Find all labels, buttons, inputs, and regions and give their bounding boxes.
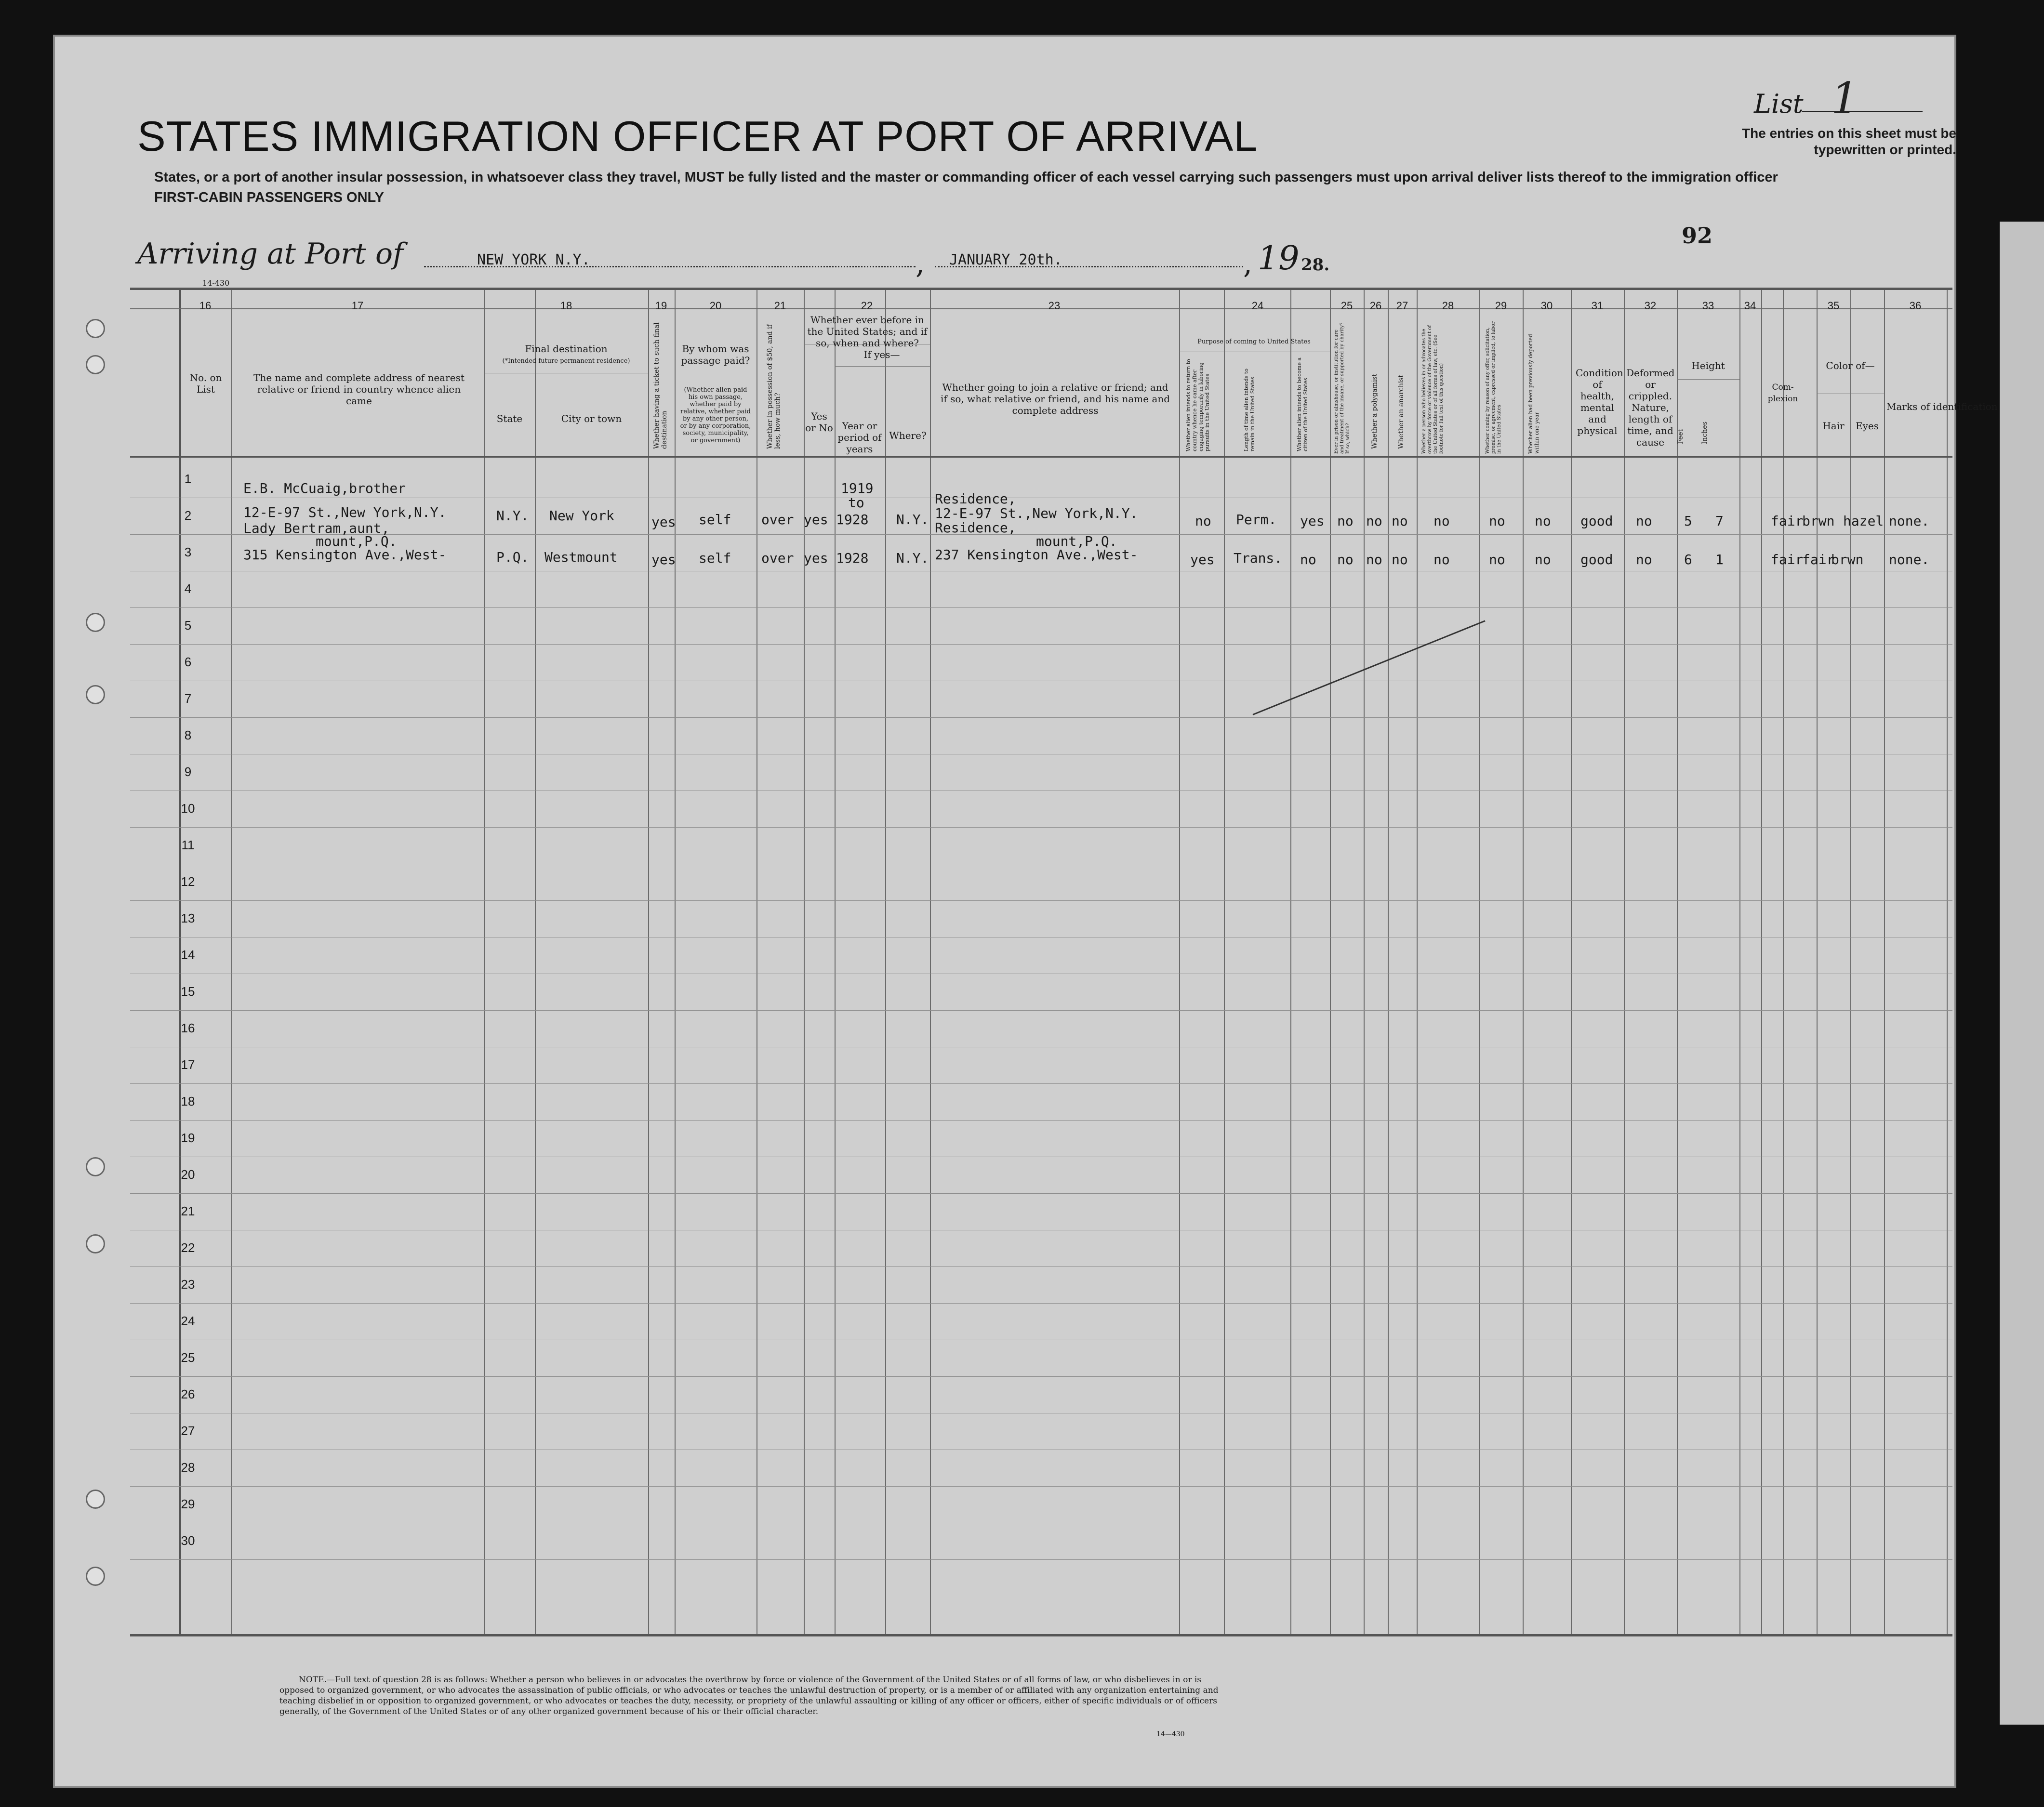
p2-where: N.Y. bbox=[896, 550, 929, 566]
header-money: Whether in possession of $50, and if less, how much? bbox=[766, 324, 782, 449]
arrival-date: JANUARY 20th. bbox=[949, 251, 1062, 268]
p1-where: N.Y. bbox=[896, 512, 929, 528]
binder-hole-icon bbox=[86, 319, 105, 338]
column-number: 35 bbox=[1827, 300, 1840, 312]
header-before-us: Whether ever before in the United States; and if so, when and where? bbox=[807, 314, 928, 349]
header-height: Height bbox=[1691, 360, 1725, 371]
adjacent-page-edge bbox=[2000, 222, 2044, 1725]
p1-citizen: yes bbox=[1300, 513, 1325, 529]
year-prefix: 19 bbox=[1258, 239, 1300, 277]
column-number: 32 bbox=[1644, 300, 1657, 312]
header-final-destination-note: (*Intended future permanent residence) bbox=[502, 357, 630, 365]
binder-hole-icon bbox=[86, 355, 105, 374]
arriving-label: Arriving at Port of bbox=[137, 237, 404, 271]
header-purpose: Purpose of coming to United States bbox=[1197, 338, 1311, 345]
entries-instruction: The entries on this sheet must be typewritten or printed. bbox=[1742, 126, 1956, 157]
row-gridline bbox=[130, 1266, 1952, 1267]
p1-complexion: fair bbox=[1771, 513, 1804, 529]
p2-deformed: no bbox=[1636, 552, 1652, 567]
p2-hair: fair bbox=[1802, 552, 1835, 567]
header-purpose-citizen: Whether alien intends to become a citizen of the United States bbox=[1296, 357, 1309, 451]
p1-state: N.Y. bbox=[496, 508, 529, 524]
header-deformed: Deformed or crippled. Nature, length of time, and cause bbox=[1626, 367, 1675, 448]
p2-relative-address-cont: mount,P.Q. bbox=[316, 533, 397, 549]
row-gridline bbox=[130, 1376, 1952, 1377]
column-number: 27 bbox=[1396, 300, 1408, 312]
header-passage-paid: By whom was passage paid? bbox=[681, 343, 750, 366]
port-value: NEW YORK N.Y. bbox=[477, 251, 590, 268]
p1-join-address: 12-E-97 St.,New York,N.Y. bbox=[935, 505, 1138, 521]
p1-contract: no bbox=[1489, 513, 1505, 529]
p2-marks: none. bbox=[1889, 552, 1930, 567]
header-purpose-return: Whether alien intends to return to country whence he came after engaging temporarily in laboring pursuits in the United States bbox=[1185, 359, 1210, 451]
column-number: 31 bbox=[1591, 300, 1604, 312]
column-number: 21 bbox=[774, 300, 786, 312]
p1-years: 1928 bbox=[836, 512, 869, 528]
p2-ticket: yes bbox=[651, 552, 676, 567]
p1-length: Perm. bbox=[1236, 512, 1277, 528]
p2-deported: no bbox=[1535, 552, 1551, 567]
header-state: State bbox=[496, 413, 523, 424]
p2-city: Westmount bbox=[544, 549, 618, 565]
row-gridline bbox=[130, 1303, 1952, 1304]
cabin-class-label: FIRST-CABIN PASSENGERS ONLY bbox=[154, 190, 384, 205]
header-eyes: Eyes bbox=[1856, 420, 1879, 432]
column-number: 24 bbox=[1251, 300, 1264, 312]
row-gridline bbox=[130, 1120, 1952, 1121]
column-number: 36 bbox=[1909, 300, 1922, 312]
header-deported: Whether alien had been previously deported within one year bbox=[1527, 334, 1540, 454]
column-number: 30 bbox=[1540, 300, 1553, 312]
p2-join-address: 237 Kensington Ave.,West- bbox=[935, 547, 1138, 563]
row-gridline bbox=[130, 900, 1952, 901]
p2-citizen: no bbox=[1300, 552, 1316, 567]
p2-years: 1928 bbox=[836, 550, 869, 566]
header-complexion: Com-plexion bbox=[1767, 383, 1798, 404]
p2-return: yes bbox=[1190, 552, 1215, 567]
column-number: 23 bbox=[1048, 300, 1061, 312]
list-underline bbox=[1802, 111, 1923, 112]
header-overthrow: Whether a person who believes in or advocates the overthrow by force or violence of the Government of the United States or of all forms of law, etc. (See footnote for full text of this question) bbox=[1421, 325, 1444, 454]
manifest-table: 16 17 18 19 20 21 22 23 24 25 26 27 28 29 30 31 32 33 34 35 36 No. on List The name and complete address of nearest relative or friend in country whence alien came Final destination (*Intended future permanent residence) State City or town Whether having a ticket to such final destination By whom was passage paid? (Whether alien paid his own passage, whether paid by relative, whether paid by any other person, or by any corporation, society, municipality, or government) Whether in possession of $50, and if less, how much? Whether ever before in the United States; and if so, when and where? Yes or No If yes— Year or period of years Where? Whether going to join a relative or friend; and if so, what relative or friend, and his name and complete address Purpose of coming to United States Whether alien intends to return to country whence he came after engaging temporarily in laboring pursuits in the United States Length of time alien intends to remain in the United States Whether alien intends to become a citizen of the United States Ever in prison or almshouse, or institution for care and treatment of the insane, or supported by charity? If so, which? Whether a polygamist Whether an anarchist Whether a person who believes in or advocates the overthrow by force or violence of the Government of the United States or of all forms of law, etc. (See footnote for full text of this question) Whether coming by reason of any offer, solicitation, promise, or agreement, expressed or implied, to labor in the United States Whether alien had been previously deported within one year Condition of health, mental and physical Deformed or crippled. Nature, length of time, and cause Height Feet Inches Com-plexion Color of— Hair Eyes Marks of identification 1 2 3 4 5 6 7 8 9 10 11 12 13 14 15 16 17 18 19 20 21 22 23 24 25 26 27 28 29 30 E.B. McCuaig,brother 12-E-97 St.,New York,N.Y. N.Y. New York yes self over yes 1919 to 1928 N.Y. Residence, 12-E-97 St.,New York,N.Y. no Perm. yes no no no no no no good no 5 7 fair brwn hazel none. Lady Bertram,aunt, mount,P.Q. 315 Kensington Ave.,West- P.Q. Westmount yes self over yes 1928 N.Y. Residence, mount,P.Q. 237 Kensington Ave.,West- yes Trans. no no no no no no no good no 6 1 fair fair brwn none. bbox=[130, 288, 1952, 1636]
binder-hole-icon bbox=[86, 613, 105, 632]
p1-relative-address: 12-E-97 St.,New York,N.Y. bbox=[243, 504, 447, 520]
p1-inches: 7 bbox=[1715, 513, 1724, 529]
p2-relative-address: 315 Kensington Ave.,West- bbox=[243, 547, 447, 563]
p2-state: P.Q. bbox=[496, 549, 529, 565]
header-polygamist: Whether a polygamist bbox=[1371, 373, 1379, 449]
header-anarchist: Whether an anarchist bbox=[1397, 374, 1405, 449]
column-number: 18 bbox=[560, 300, 572, 312]
manifest-sheet bbox=[53, 35, 1998, 1788]
p1-prison: no bbox=[1337, 513, 1354, 529]
p2-paid-by: self bbox=[699, 550, 731, 566]
p2-money: over bbox=[761, 550, 794, 566]
separator: , bbox=[916, 247, 925, 280]
p1-hair: brwn bbox=[1802, 513, 1835, 529]
header-health: Condition of health, mental and physical bbox=[1576, 367, 1623, 436]
p2-complexion: fair bbox=[1771, 552, 1804, 567]
p1-overthrow: no bbox=[1433, 513, 1450, 529]
header-hair: Hair bbox=[1822, 420, 1845, 432]
p2-before-yes-no: yes bbox=[804, 550, 828, 566]
p2-join-address-cont: mount,P.Q. bbox=[1036, 533, 1117, 549]
p1-ticket: yes bbox=[651, 514, 676, 530]
row-gridline bbox=[130, 1559, 1952, 1560]
p1-health: good bbox=[1580, 513, 1613, 529]
column-number: 26 bbox=[1369, 300, 1382, 312]
header-where: Where? bbox=[889, 430, 927, 441]
row-gridline bbox=[130, 644, 1952, 645]
page-title: STATES IMMIGRATION OFFICER AT PORT OF ARRIVAL bbox=[137, 112, 1258, 160]
p1-marks: none. bbox=[1889, 513, 1930, 529]
row-gridline bbox=[130, 1193, 1952, 1194]
header-no-on-list: No. on List bbox=[189, 372, 222, 395]
header-prison: Ever in prison or almshouse, or institution for care and treatment of the insane, or supported by charity? If so, which? bbox=[1334, 322, 1351, 454]
header-contract: Whether coming by reason of any offer, solicitation, promise, or agreement, expressed or implied, to labor in the United States bbox=[1485, 321, 1502, 454]
p1-return: no bbox=[1195, 513, 1211, 529]
binder-hole-icon bbox=[86, 1490, 105, 1509]
column-number: 20 bbox=[709, 300, 722, 312]
header-purpose-length: Length of time alien intends to remain in the United States bbox=[1243, 368, 1256, 451]
p1-city: New York bbox=[549, 508, 614, 524]
header-ticket: Whether having a ticket to such final destination bbox=[653, 322, 668, 449]
column-number: 17 bbox=[351, 300, 364, 312]
list-number: 1 bbox=[1831, 73, 1859, 124]
column-number: 16 bbox=[199, 300, 212, 312]
list-label: List bbox=[1754, 89, 1804, 119]
p1-years-start: 1919 bbox=[841, 480, 874, 496]
p1-paid-by: self bbox=[699, 512, 731, 528]
header-color-of: Color of— bbox=[1826, 360, 1875, 371]
separator: , bbox=[1243, 247, 1253, 280]
p1-years-to: to bbox=[848, 495, 864, 511]
p1-eyes: hazel bbox=[1843, 513, 1884, 529]
p2-eyes: brwn bbox=[1831, 552, 1864, 567]
p1-before-yes-no: yes bbox=[804, 512, 828, 528]
p2-feet: 6 bbox=[1684, 552, 1692, 567]
header-join-relative: Whether going to join a relative or friend; and if so, what relative or friend, and his name and complete address bbox=[940, 382, 1170, 416]
column-number: 22 bbox=[861, 300, 873, 312]
row-gridline bbox=[130, 827, 1952, 828]
column-number: 25 bbox=[1341, 300, 1353, 312]
header-feet: Feet bbox=[1677, 429, 1685, 444]
row-gridline bbox=[130, 1010, 1952, 1011]
column-number: 19 bbox=[655, 300, 667, 312]
header-yes-no: Yes or No bbox=[805, 410, 833, 434]
footnote-question-28: NOTE.—Full text of question 28 is as follows: Whether a person who believes in or advocates the overthrow by force or violence of the Government of the United States or of all forms of law, or who disbelieves in or is opposed to organized government, or who advocates the assassination of public officials, or who advocates or teaches the unlawful destruction of property, or is a member of or affiliated with any organization entertaining and teaching disbelief in or opposition to organized government, or who advocates or teaches the duty, necessity, or propriety of the unlawful assaulting or killing of any officer or officers, either of specific individuals or of officers generally, of the Government of the United States or of any other organized government because of his or their official character. bbox=[279, 1675, 1219, 1716]
year-suffix: 28. bbox=[1301, 255, 1330, 275]
header-if-yes: If yes— bbox=[863, 349, 900, 360]
column-number: 33 bbox=[1702, 300, 1714, 312]
binder-hole-icon bbox=[86, 1567, 105, 1586]
header-year-period: Year or period of years bbox=[837, 420, 882, 455]
sheet-number: 92 bbox=[1682, 223, 1713, 249]
p1-money: over bbox=[761, 512, 794, 528]
page-subtitle: States, or a port of another insular possession, in whatsoever class they travel, MUST be fully listed and the master or commanding officer of each vessel carrying such passengers must upon arrival deliver lists thereof to the immigration officer bbox=[154, 170, 1778, 185]
header-final-destination: Final destination bbox=[525, 343, 608, 355]
row-gridline bbox=[130, 1083, 1952, 1084]
pen-stroke bbox=[1252, 620, 1485, 715]
p1-deformed: no bbox=[1636, 513, 1652, 529]
header-marks: Marks of identification bbox=[1886, 401, 1998, 412]
p2-join-relation: Residence, bbox=[935, 520, 1016, 536]
row-gridline bbox=[130, 1486, 1952, 1487]
header-passage-paid-note: (Whether alien paid his own passage, whether paid by relative, whether paid by any other person, or by any corporation, society, municipality, or government) bbox=[680, 386, 751, 444]
header-city: City or town bbox=[561, 413, 622, 424]
form-number: 14-430 bbox=[202, 278, 230, 288]
p1-anarchist: no bbox=[1392, 513, 1408, 529]
binder-hole-icon bbox=[86, 1157, 105, 1176]
row-gridline bbox=[130, 717, 1952, 718]
p2-polygamist: no bbox=[1366, 552, 1382, 567]
p1-join-relation: Residence, bbox=[935, 491, 1016, 507]
column-number: 28 bbox=[1442, 300, 1454, 312]
p2-prison: no bbox=[1337, 552, 1354, 567]
p1-polygamist: no bbox=[1366, 513, 1382, 529]
p1-relative-name: E.B. McCuaig,brother bbox=[243, 480, 406, 496]
p2-length: Trans. bbox=[1234, 550, 1283, 566]
footnote-form-number: 14—430 bbox=[1156, 1730, 1185, 1738]
binder-hole-icon bbox=[86, 685, 105, 704]
p1-deported: no bbox=[1535, 513, 1551, 529]
row-gridline bbox=[130, 607, 1952, 608]
column-number: 29 bbox=[1495, 300, 1507, 312]
header-nearest-relative: The name and complete address of nearest relative or friend in country whence alien came bbox=[253, 372, 465, 407]
p2-overthrow: no bbox=[1433, 552, 1450, 567]
binder-hole-icon bbox=[86, 1234, 105, 1253]
p2-health: good bbox=[1580, 552, 1613, 567]
p1-feet: 5 bbox=[1684, 513, 1692, 529]
column-number: 34 bbox=[1744, 300, 1756, 312]
p2-inches: 1 bbox=[1715, 552, 1724, 567]
p2-relative-name: Lady Bertram,aunt, bbox=[243, 520, 390, 536]
p2-contract: no bbox=[1489, 552, 1505, 567]
header-inches: Inches bbox=[1701, 422, 1709, 444]
p2-anarchist: no bbox=[1392, 552, 1408, 567]
